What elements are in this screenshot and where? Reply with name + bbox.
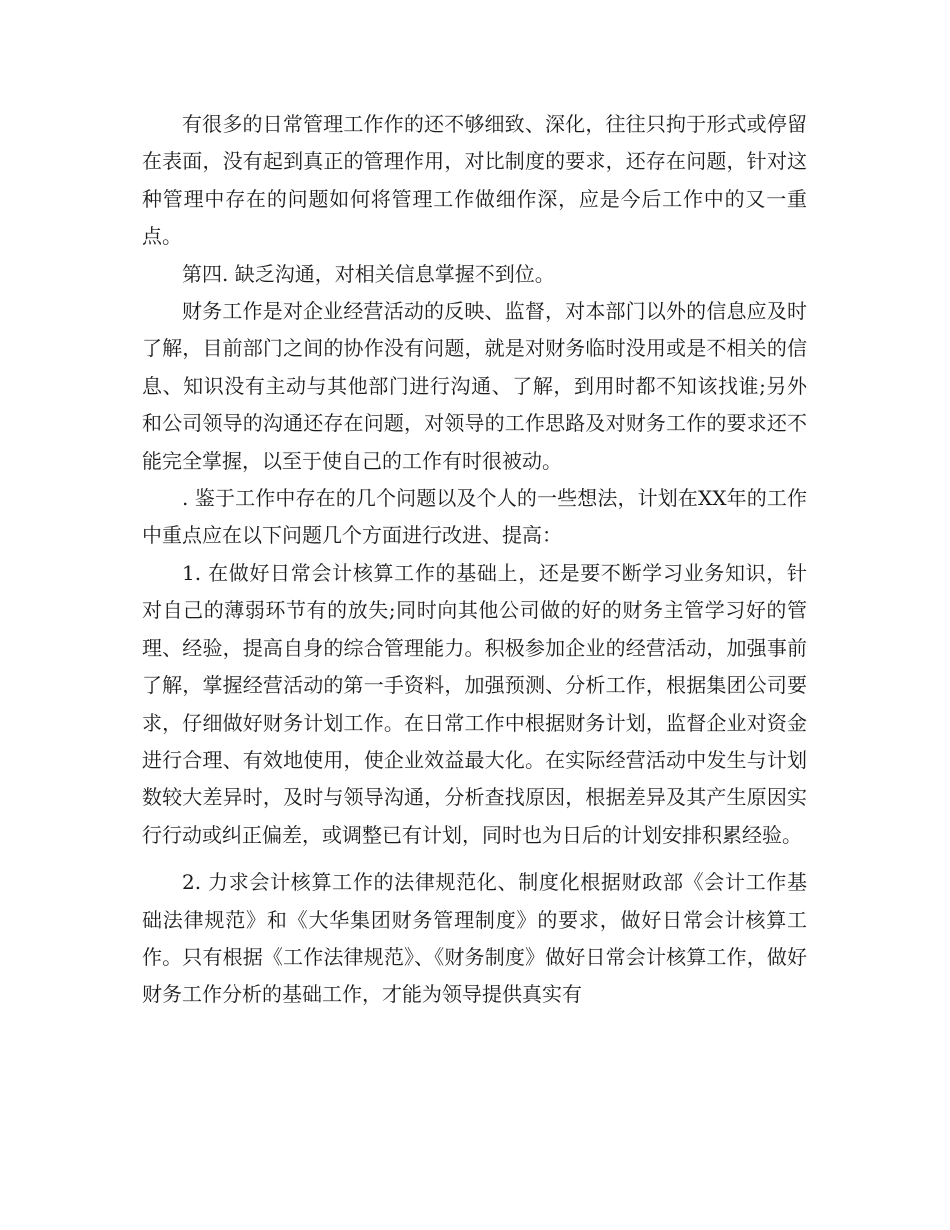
paragraph-improvement-plan-intro: . 鉴于工作中存在的几个问题以及个人的一些想法，计划在XX年的工作中重点应在以下问题几个方面进行改进、提高： xyxy=(142,486,807,548)
paragraph-communication: 财务工作是对企业经营活动的反映、监督，对本部门以外的信息应及时了解，目前部门之间的协作没有问题，就是对财务临时没用或是不相关的信息、知识没有主动与其他部门进行沟通、了解，到用时都不知该找谁;另外和公司领导的沟通还存在问题，对领导的工作思路及对财务工作的要求还不能完全掌握，以至于使自己的工作有时很被动。 xyxy=(142,299,807,473)
paragraph-item-one: 1. 在做好日常会计核算工作的基础上，还是要不断学习业务知识，针对自己的薄弱环节有的放失;同时向其他公司做的好的财务主管学习好的管理、经验，提高自身的综合管理能力。积极参加企业的经营活动，加强事前了解，掌握经营活动的第一手资料，加强预测、分析工作，根据集团公司要求，仔细做好财务计划工作。在日常工作中根据财务计划，监督企业对资金进行合理、有效地使用，使企业效益最大化。在实际经营活动中发生与计划数较大差异时，及时与领导沟通，分析查找原因，根据差异及其产生原因实行行动或纠正偏差，或调整已有计划，同时也为日后的计划安排积累经验。 xyxy=(142,560,807,847)
paragraph-management-detail: 有很多的日常管理工作作的还不够细致、深化，往往只拘于形式或停留在表面，没有起到真正的管理作用，对比制度的要求，还存在问题，针对这种管理中存在的问题如何将管理工作做细作深，应是今后工作中的又一重点。 xyxy=(142,112,807,249)
document-body xyxy=(142,106,807,1014)
paragraph-section-four-heading: 第四. 缺乏沟通，对相关信息掌握不到位。 xyxy=(182,261,555,286)
paragraph-item-two: 2. 力求会计核算工作的法律规范化、制度化根据财政部《会计工作基础法律规范》和《大华集团财务管理制度》的要求，做好日常会计核算工作。只有根据《工作法律规范》、《财务制度》做好日常会计核算工作，做好财务工作分析的基础工作，才能为领导提供真实有 xyxy=(142,870,807,1007)
